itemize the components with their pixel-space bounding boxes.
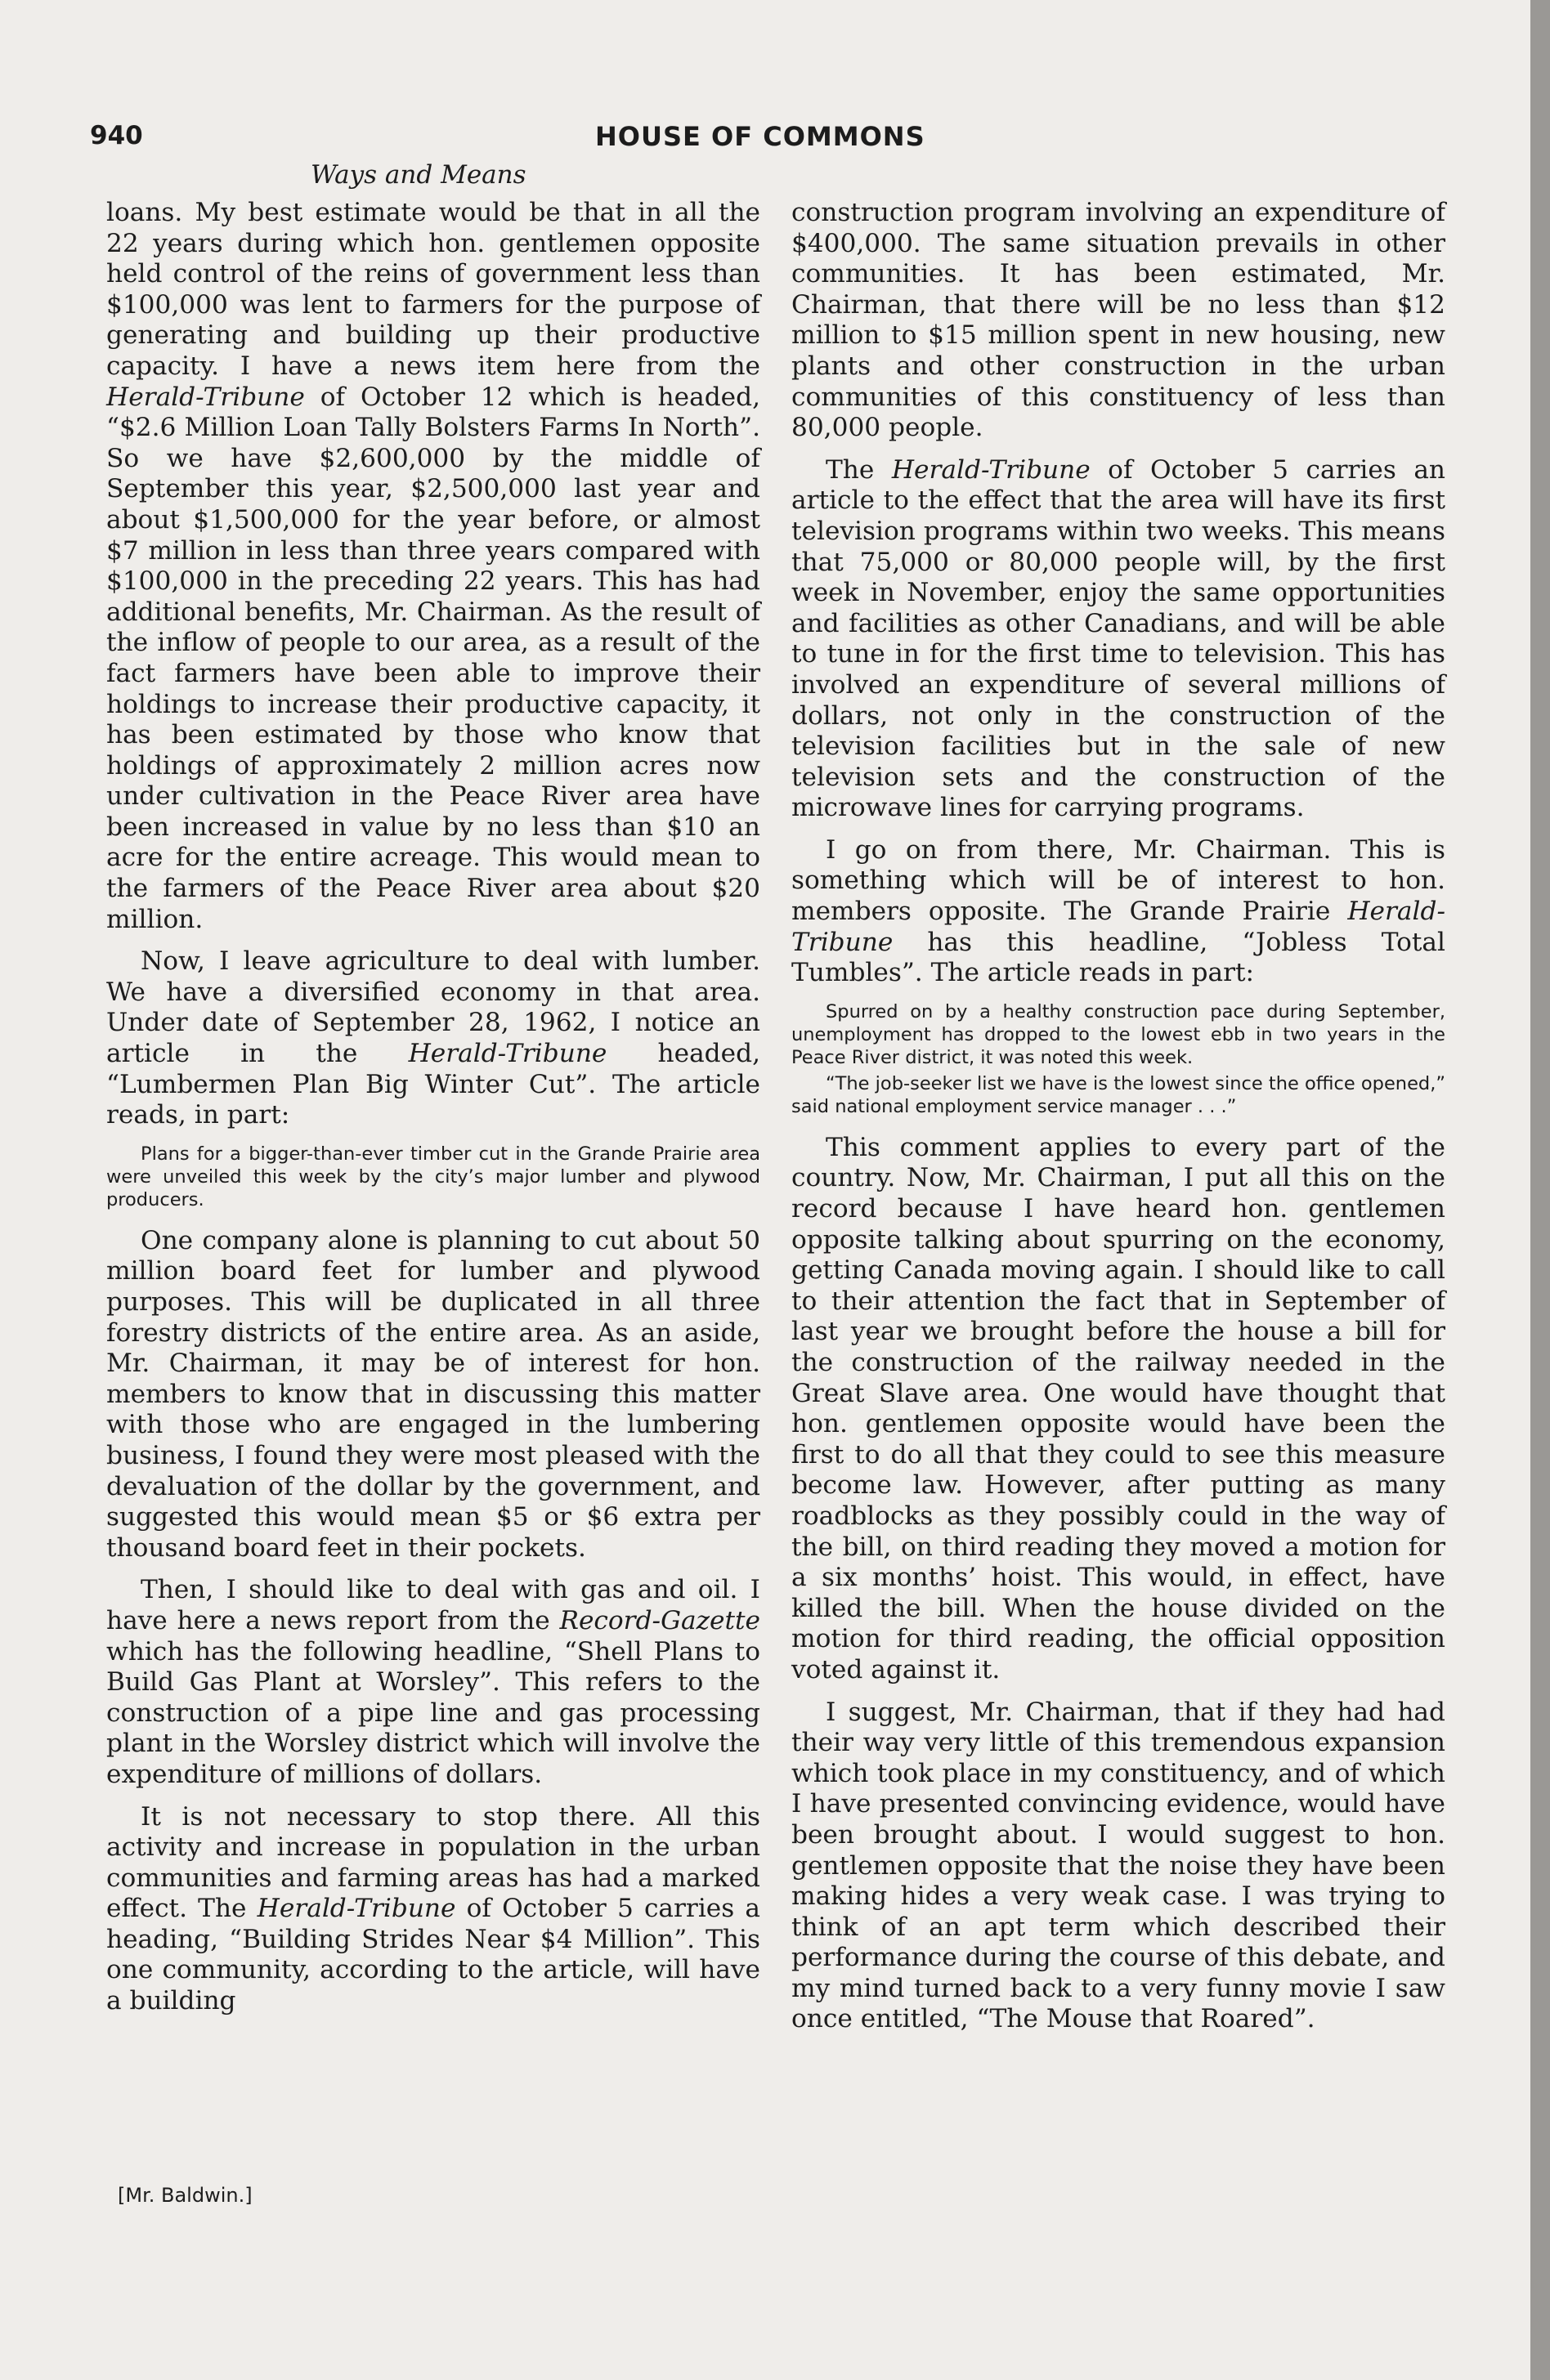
block-quote: Plans for a bigger-than-ever timber cut in the Grande Prairie area were unveiled this week by the city’s major lumber and plywood producers. — [106, 1143, 760, 1210]
left-column — [106, 198, 760, 2029]
right-column — [791, 198, 1445, 2047]
paragraph: loans. My best estimate would be that in all the 22 years during which hon. gentlemen opposite held control of the reins of government less than $100,000 was lent to farmers for the purpose of generating and building up their productive capacity. I have a news item here from the Herald-Tribune of October 12 which is headed, “$2.6 Million Loan Tally Bolsters Farms In North”. So we have $2,600,000 by the middle of September this year, $2,500,000 last year and about $1,500,000 for the year before, or almost $7 million in less than three years compared with $100,000 in the preceding 22 years. This has had additional benefits, Mr. Chairman. As the result of the inflow of people to our area, as a result of the fact farmers have been able to improve their holdings to increase their productive capacity, it has been estimated by those who know that holdings of approximately 2 million acres now under cultivation in the Peace River area have been increased in value by no less than $10 an acre for the entire acreage. This would mean to the farmers of the Peace River area about $20 million. — [106, 198, 760, 934]
block-quote: Spurred on by a healthy construction pace during September, unemployment has dropped to the lowest ebb in two years in the Peace River district, it was noted this week. — [791, 1000, 1445, 1068]
block-quote: “The job-seeker list we have is the lowest since the office opened,” said national employment service manager . . .” — [791, 1072, 1445, 1117]
paragraph: construction program involving an expenditure of $400,000. The same situation prevails in other communities. It has been estimated, Mr. Chairman, that there will be no less than $12 million to $15 million spent in new housing, new plants and other construction in the urban communities of this constituency of less than 80,000 people. — [791, 198, 1445, 443]
paragraph: I go on from there, Mr. Chairman. This is something which will be of interest to hon. members opposite. The Grande Prairie Herald-Tribune has this headline, “Jobless Total Tumbles”. The article reads in part: — [791, 834, 1445, 988]
page-number: 940 — [90, 121, 143, 150]
paragraph: Now, I leave agriculture to deal with lumber. We have a diversified economy in that area. Under date of September 28, 1962, I notice an article in the Herald-Tribune headed, “Lumbermen Plan Big Winter Cut”. The article reads, in part: — [106, 946, 760, 1130]
scan-edge — [1530, 0, 1550, 2380]
paragraph: I suggest, Mr. Chairman, that if they had had their way very little of this tremendous expansion which took place in my constituency, and of which I have presented convincing evidence, would have been brought about. I would suggest to hon. gentlemen opposite that the noise they have been making hides a very weak case. I was trying to think of an apt term which described their performance during the course of this debate, and my mind turned back to a very funny movie I saw once entitled, “The Mouse that Roared”. — [791, 1697, 1445, 2034]
paragraph: This comment applies to every part of the country. Now, Mr. Chairman, I put all this on the record because I have heard hon. gentlemen opposite talking about spurring on the economy, getting Canada moving again. I should like to call to their attention the fact that in September of last year we brought before the house a bill for the construction of the railway needed in the Great Slave area. One would have thought that hon. gentlemen opposite would have been the first to do all that they could to see this measure become law. However, after putting as many roadblocks as they possibly could in the way of the bill, on third reading they moved a motion for a six months’ hoist. This would, in effect, have killed the bill. When the house divided on the motion for third reading, the official opposition voted against it. — [791, 1132, 1445, 1684]
paragraph: It is not necessary to stop there. All this activity and increase in population in the urban communities and farming areas has had a marked effect. The Herald-Tribune of October 5 carries a heading, “Building Strides Near $4 Million”. This one community, according to the article, will have a building — [106, 1801, 761, 2016]
running-head: HOUSE OF COMMONS — [595, 121, 925, 152]
paragraph: Then, I should like to deal with gas and oil. I have here a news report from the Record-Gazette which has the following headline, “Shell Plans to Build Gas Plant at Worsley”. This refers to the construction of a pipe line and gas processing plant in the Worsley district which will involve the expenditure of millions of dollars. — [106, 1575, 760, 1789]
paragraph: One company alone is planning to cut about 50 million board feet for lumber and plywood purposes. This will be duplicated in all three forestry districts of the entire area. As an aside, Mr. Chairman, it may be of interest for hon. members to know that in discussing this matter with those who are engaged in the lumbering business, I found they were most pleased with the devaluation of the dollar by the government, and suggested this would mean $5 or $6 extra per thousand board feet in their pockets. — [106, 1225, 760, 1563]
speaker-attribution: [Mr. Baldwin.] — [118, 2184, 253, 2207]
paragraph: The Herald-Tribune of October 5 carries an article to the effect that the area will have its first television programs within two weeks. This means that 75,000 or 80,000 people will, by the first week in November, enjoy the same opportunities and facilities as other Canadians, and will be able to tune in for the first time to television. This has involved an expenditure of several millions of dollars, not only in the construction of the television facilities but in the sale of new television sets and the construction of the microwave lines for carrying programs. — [791, 454, 1445, 823]
section-heading: Ways and Means — [311, 160, 526, 190]
